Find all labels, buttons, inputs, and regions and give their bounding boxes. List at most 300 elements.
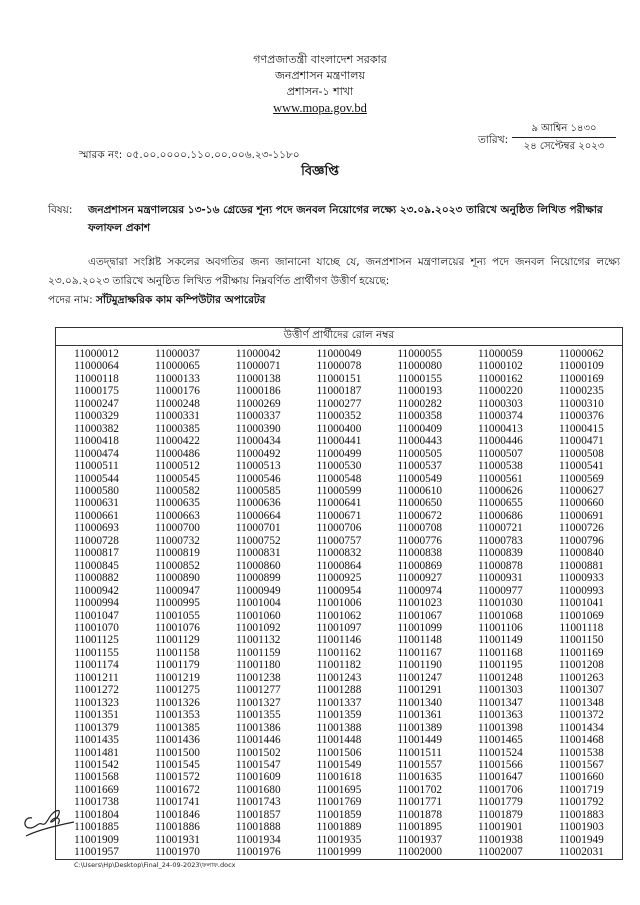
roll-number-cell: 11000663 [155,509,200,522]
roll-number-cell: 11001879 [478,808,523,821]
table-row [56,610,623,622]
roll-number-cell: 11001023 [397,597,443,610]
branch-name: প্রশাসন-১ শাখা [286,85,354,98]
roll-number-cell: 11001857 [235,808,281,821]
roll-number-cell: 11001436 [155,734,200,747]
roll-number-cell: 11001957 [74,846,119,859]
roll-number-cell: 11000728 [74,534,119,547]
roll-number-cell: 11002031 [559,846,604,859]
roll-number-cell: 11000631 [74,497,119,510]
roll-number-cell: 11001277 [235,684,281,697]
roll-number-cell: 11000109 [559,360,604,373]
roll-number-cell: 11000337 [235,410,281,423]
roll-number-cell: 11001568 [74,771,119,784]
roll-number-cell: 11000701 [235,522,281,535]
roll-number-cell: 11001669 [74,783,119,796]
roll-number-cell: 11001155 [74,646,119,659]
roll-number-cell: 11000819 [155,547,200,560]
roll-number-cell: 11001162 [316,646,362,659]
roll-number-cell: 11001934 [235,833,281,846]
roll-number-cell: 11001937 [397,833,443,846]
roll-number-cell: 11000925 [316,572,362,585]
roll-number-cell: 11001326 [155,696,200,709]
table-header: উত্তীর্ণ প্রার্থীদের রোল নম্বর [56,328,623,346]
roll-number-cell: 11001348 [559,696,604,709]
roll-number-cell: 11000671 [316,509,362,522]
roll-number-cell: 11001481 [74,746,119,759]
roll-number-cell: 11001159 [236,646,281,659]
roll-number-cell: 11001323 [74,696,119,709]
roll-number-cell: 11000499 [316,447,362,460]
table-row [56,435,623,447]
roll-number-cell: 11000660 [559,497,604,510]
roll-number-cell: 11000995 [155,597,200,610]
roll-number-cell: 11000118 [74,372,119,385]
roll-number-cell: 11000832 [316,547,362,560]
roll-number-cell: 11001099 [397,621,443,634]
table-row [56,809,623,821]
roll-number-cell: 11001076 [155,621,200,634]
roll-number-cell: 11000845 [74,559,119,572]
roll-number-cell: 11001347 [478,696,523,709]
table-row [56,346,623,361]
roll-number-cell: 11000186 [235,385,281,398]
roll-number-cell: 11000708 [397,522,443,535]
roll-number-cell: 11001935 [316,833,362,846]
table-row [56,747,623,759]
roll-number-cell: 11001702 [397,783,443,796]
roll-number-cell: 11000187 [316,385,362,398]
roll-number-cell: 11000071 [235,360,281,373]
roll-number-cell: 11000176 [155,385,200,398]
roll-number-cell: 11000329 [74,410,119,423]
roll-number-cell: 11000193 [397,385,443,398]
roll-number-cell: 11000672 [397,509,443,522]
roll-number-cell: 11000422 [155,435,200,448]
roll-number-cell: 11000474 [74,447,119,460]
roll-number-cell: 11001158 [155,646,200,659]
roll-number-cell: 11001363 [478,709,523,722]
roll-number-cell: 11000839 [478,547,523,560]
table-row [56,796,623,808]
table-row [56,385,623,397]
roll-number-cell: 11000548 [316,472,362,485]
roll-number-cell: 11000580 [74,484,119,497]
table-row [56,846,623,859]
roll-number-cell: 11000151 [316,372,362,385]
roll-number-cell: 11000610 [397,484,443,497]
roll-number-cell: 11001618 [316,771,362,784]
roll-number-cell: 11001327 [235,696,281,709]
table-row [56,547,623,559]
roll-number-cell: 11001030 [478,597,523,610]
website-link[interactable]: www.mopa.gov.bd [273,101,367,115]
roll-number-cell: 11000446 [478,435,523,448]
roll-number-cell: 11001041 [559,597,604,610]
roll-number-cell: 11000757 [316,534,362,547]
roll-number-cell: 11000078 [316,360,362,373]
roll-number-cell: 11001549 [316,758,362,771]
roll-number-cell: 11002007 [478,846,523,859]
subject [48,201,628,237]
roll-number-cell: 11001132 [236,634,281,647]
table-row [56,423,623,435]
table-row [56,398,623,410]
roll-number-cell: 11000390 [235,422,281,435]
roll-number-cell: 11001361 [397,709,443,722]
roll-number-cell: 11000409 [397,422,443,435]
roll-number-cell: 11001248 [478,671,523,684]
government-name: গণপ্রজাতন্ত্রী বাংলাদেশ সরকার [253,53,387,66]
date-bangla: ৯ আশ্বিন ১৪৩০ [512,121,616,138]
roll-number-cell: 11001859 [316,808,362,821]
roll-number-cell: 11000247 [74,397,119,410]
roll-number-cell: 11000471 [559,435,604,448]
roll-number-cell: 11000776 [397,534,443,547]
roll-number-cell: 11001060 [235,609,281,622]
roll-number-cell: 11001247 [397,671,443,684]
roll-number-cell: 11001359 [316,709,362,722]
table-row [56,659,623,671]
roll-number-cell: 11000513 [235,460,281,473]
roll-number-cell: 11001070 [74,621,119,634]
roll-number-cell: 11001195 [478,659,523,672]
roll-number-cell: 11001385 [155,721,200,734]
roll-number-cell: 11001069 [559,609,604,622]
table-row [56,734,623,746]
roll-number-cell: 11000706 [316,522,362,535]
roll-number-cell: 11000933 [559,572,604,585]
roll-number-cell: 11001106 [478,621,523,634]
roll-number-cell: 11001680 [235,783,281,796]
table-row [56,448,623,460]
roll-number-cell: 11000080 [397,360,443,373]
roll-number-cell: 11001792 [559,796,604,809]
roll-number-cell: 11001931 [155,833,200,846]
roll-number-cell: 11000511 [74,460,119,473]
table-body [56,346,623,860]
signature-icon [18,800,78,840]
roll-number-cell: 11001275 [155,684,200,697]
roll-number-cell: 11000538 [478,460,523,473]
roll-number-cell: 11000732 [155,534,200,547]
table-row [56,597,623,609]
roll-number-cell: 11001903 [559,821,604,834]
roll-number-cell: 11001272 [74,684,119,697]
roll-number-cell: 11001446 [235,734,281,747]
roll-number-cell: 11001779 [478,796,523,809]
roll-number-cell: 11001351 [74,709,119,722]
roll-number-cell: 11001769 [316,796,362,809]
roll-number-cell: 11001976 [235,846,281,859]
roll-number-cell: 11000434 [235,435,281,448]
roll-number-cell: 11000486 [155,447,200,460]
roll-number-cell: 11001386 [235,721,281,734]
table-row [56,722,623,734]
roll-number-cell: 11001179 [155,659,200,672]
roll-number-cell: 11000546 [235,472,281,485]
roll-number-cell: 11001572 [155,771,200,784]
roll-number-cell: 11001970 [155,846,200,859]
roll-number-cell: 11000441 [316,435,362,448]
roll-number-cell: 11001883 [559,808,604,821]
date-label: তারিখ: [478,134,509,146]
roll-number-cell: 11000899 [235,572,281,585]
roll-number-cell: 11000508 [559,447,604,460]
roll-number-cell: 11001146 [316,634,362,647]
roll-number-cell: 11001771 [397,796,443,809]
table-row [56,410,623,422]
roll-number-cell: 11000544 [74,472,119,485]
roll-number-cell: 11001542 [74,758,119,771]
roll-number-cell: 11000541 [559,460,604,473]
roll-number-cell: 11000102 [478,360,523,373]
roll-number-cell: 11000512 [155,460,200,473]
roll-number-cell: 11001878 [397,808,443,821]
roll-number-cell: 11001635 [397,771,443,784]
roll-number-cell: 11000691 [559,509,604,522]
roll-number-cell: 11000752 [235,534,281,547]
date-block [512,121,616,154]
roll-number-cell: 11000059 [478,348,523,360]
roll-number-cell: 11000065 [155,360,200,373]
roll-number-cell: 11000561 [478,472,523,485]
roll-number-cell: 11000545 [155,472,200,485]
roll-number-cell: 11000133 [155,372,200,385]
roll-number-cell: 11000138 [235,372,281,385]
table-row [56,535,623,547]
roll-number-cell: 11001738 [74,796,119,809]
roll-number-cell: 11001468 [559,734,604,747]
roll-number-cell: 11001372 [559,709,604,722]
table-row [56,672,623,684]
roll-number-cell: 11000693 [74,522,119,535]
roll-number-cell: 11000042 [235,348,281,360]
roll-number-cell: 11000220 [478,385,523,398]
roll-number-cell: 11000977 [478,584,523,597]
roll-number-cell: 11001846 [155,808,200,821]
table-row [56,821,623,833]
roll-number-cell: 11001567 [559,758,604,771]
roll-number-cell: 11001118 [559,621,604,634]
roll-number-cell: 11001743 [235,796,281,809]
roll-number-table [55,327,623,860]
roll-number-cell: 11000507 [478,447,523,460]
roll-number-cell: 11001062 [316,609,362,622]
roll-number-cell: 11000235 [559,385,604,398]
roll-number-cell: 11001067 [397,609,443,622]
roll-number-cell: 11000783 [478,534,523,547]
roll-number-cell: 11001706 [478,783,523,796]
roll-number-cell: 11000248 [155,397,200,410]
subject-label: বিষয়: [48,204,73,216]
roll-number-cell: 11001895 [397,821,443,834]
roll-number-cell: 11000881 [559,559,604,572]
roll-number-cell: 11001557 [397,758,443,771]
roll-number-cell: 11001388 [316,721,362,734]
post-value: সাঁটমুদ্রাক্ষরিক কাম কম্পিউটার অপারেটর [96,294,266,306]
roll-number-cell: 11001465 [478,734,523,747]
roll-number-cell: 11000626 [478,484,523,497]
roll-number-cell: 11001434 [559,721,604,734]
roll-number-cell: 11000443 [397,435,443,448]
roll-number-cell: 11000175 [74,385,119,398]
roll-number-cell: 11001719 [559,783,604,796]
notice-title: বিজ্ঞপ্তি [301,164,339,179]
table-row [56,684,623,696]
roll-number-cell: 11001506 [316,746,362,759]
roll-number-cell: 11002000 [397,846,443,859]
roll-number-cell: 11001303 [478,684,523,697]
roll-number-cell: 11000700 [155,522,200,535]
roll-number-cell: 11000890 [155,572,200,585]
date-gregorian: ২৪ সেপ্টেম্বর ২০২৩ [523,141,605,152]
table-row [56,759,623,771]
roll-number-cell: 11000726 [559,522,604,535]
roll-number-cell: 11000838 [397,547,443,560]
roll-number-cell: 11001180 [236,659,281,672]
roll-number-cell: 11000413 [478,422,523,435]
roll-number-cell: 11001524 [478,746,523,759]
table-row [56,709,623,721]
roll-number-cell: 11000169 [559,372,604,385]
roll-number-cell: 11000636 [235,497,281,510]
roll-number-cell: 11001804 [74,808,119,821]
roll-number-cell: 11000831 [235,547,281,560]
letterhead [0,52,640,116]
table-row [56,647,623,659]
table-row [56,510,623,522]
roll-number-cell: 11001449 [397,734,443,747]
roll-number-cell: 11000382 [74,422,119,435]
roll-number-cell: 11001500 [155,746,200,759]
roll-number-cell: 11000949 [235,584,281,597]
roll-number-cell: 11001291 [397,684,443,697]
table-row [56,771,623,783]
roll-number-cell: 11001889 [316,821,362,834]
roll-number-cell: 11000817 [74,547,119,560]
roll-number-cell: 11001909 [74,833,119,846]
roll-number-cell: 11001167 [397,646,442,659]
roll-number-cell: 11001379 [74,721,119,734]
post-name [48,293,265,310]
table-row [56,697,623,709]
roll-number-cell: 11000954 [316,584,362,597]
roll-number-cell: 11001169 [559,646,604,659]
table-row [56,522,623,534]
roll-number-cell: 11000927 [397,572,443,585]
roll-number-cell: 11000569 [559,472,604,485]
memo-value: ০৫.০০.০০০০.১১০.০০.০০৬.২৩-১১৮০ [125,149,300,161]
roll-number-cell: 11000655 [478,497,523,510]
roll-number-cell: 11000549 [397,472,443,485]
roll-number-cell: 11001208 [559,659,604,672]
ministry-name: জনপ্রশাসন মন্ত্রণালয় [275,69,365,82]
roll-number-cell: 11000310 [559,397,604,410]
roll-number-cell: 11000400 [316,422,362,435]
table-row [56,784,623,796]
roll-number-cell: 11001938 [478,833,523,846]
table-row [56,460,623,472]
roll-number-cell: 11000062 [559,348,604,360]
roll-number-cell: 11001263 [559,671,604,684]
table-row [56,560,623,572]
roll-number-cell: 11000277 [316,397,362,410]
roll-number-cell: 11001435 [74,734,119,747]
roll-number-cell: 11001340 [397,696,443,709]
roll-number-cell: 11001125 [74,634,119,647]
roll-number-cell: 11000376 [559,410,604,423]
table-row [56,373,623,385]
body-paragraph: এতদ্দ্বারা সংশ্লিষ্ট সকলের অবগতির জন্য জানানো যাচ্ছে যে, জনপ্রশাসন মন্ত্রণালয়ের শূন্য পদে জনবল নিয়োগের লক্ষ্যে ২৩.০৯.২০২৩ তারিখে অনুষ্ঠিত লিখিত পরীক্ষায় নিম্নবর্ণিত প্রার্থীগণ উত্তীর্ণ হয়েছে: [48,256,620,287]
table-row [56,585,623,597]
roll-number-cell: 11001243 [316,671,362,684]
roll-number-cell: 11001547 [235,758,281,771]
memo-label: স্মারক নং: [79,149,123,161]
roll-number-cell: 11001888 [235,821,281,834]
roll-number-cell: 11001949 [559,833,604,846]
roll-number-cell: 11000852 [155,559,200,572]
roll-number-cell: 11001502 [235,746,281,759]
roll-number-cell: 11001511 [397,746,442,759]
roll-number-cell: 11001355 [235,709,281,722]
roll-number-cell: 11000303 [478,397,523,410]
table-row [56,572,623,584]
roll-number-cell: 11001885 [74,821,119,834]
roll-number-cell: 11001168 [478,646,523,659]
roll-number-cell: 11000882 [74,572,119,585]
roll-number-cell: 11001886 [155,821,200,834]
roll-number-cell: 11000049 [316,348,362,360]
roll-number-cell: 11001055 [155,609,200,622]
roll-number-cell: 11000037 [155,348,200,360]
roll-number-cell: 11000162 [478,372,523,385]
roll-number-cell: 11000641 [316,497,362,510]
roll-number-cell: 11001695 [316,783,362,796]
roll-number-cell: 11000269 [235,397,281,410]
roll-number-cell: 11001647 [478,771,523,784]
roll-number-cell: 11000864 [316,559,362,572]
roll-number-cell: 11001219 [155,671,200,684]
roll-number-cell: 11001238 [235,671,281,684]
roll-number-cell: 11001538 [559,746,604,759]
roll-number-cell: 11000796 [559,534,604,547]
roll-number-cell: 11000993 [559,584,604,597]
roll-number-cell: 11001353 [155,709,200,722]
table-row [56,360,623,372]
roll-number-cell: 11001566 [478,758,523,771]
roll-number-cell: 11000860 [235,559,281,572]
roll-number-cell: 11001190 [397,659,442,672]
roll-number-cell: 11000942 [74,584,119,597]
roll-number-cell: 11001047 [74,609,119,622]
roll-number-cell: 11000721 [478,522,523,535]
roll-number-cell: 11000869 [397,559,443,572]
roll-number-cell: 11001174 [74,659,119,672]
roll-number-cell: 11000012 [74,348,119,360]
roll-number-cell: 11000840 [559,547,604,560]
roll-number-cell: 11001448 [316,734,362,747]
roll-number-cell: 11000505 [397,447,443,460]
roll-number-cell: 11000418 [74,435,119,448]
roll-number-cell: 11000582 [155,484,200,497]
roll-number-cell: 11000155 [397,372,443,385]
roll-number-cell: 11001545 [155,758,200,771]
roll-number-cell: 11000931 [478,572,523,585]
roll-number-cell: 11000374 [478,410,523,423]
roll-number-cell: 11001004 [235,597,281,610]
table-row [56,473,623,485]
